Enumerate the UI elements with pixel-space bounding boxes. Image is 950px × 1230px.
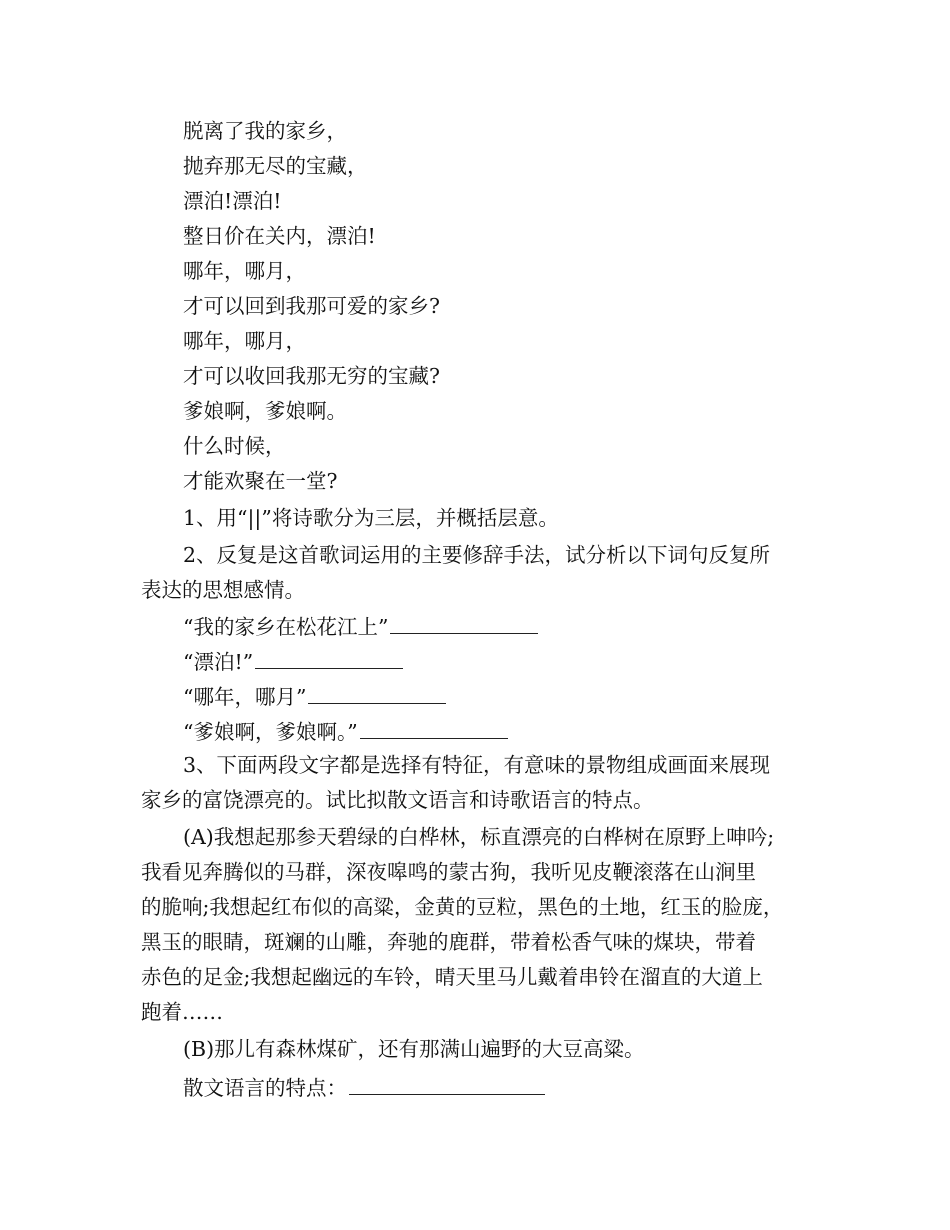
answer-blank[interactable] (308, 685, 446, 704)
prose-features-line (183, 1076, 545, 1099)
passage-a-line: 我看见奔腾似的马群，深夜嗥鸣的蒙古狗，我听见皮鞭滚落在山涧里 (141, 860, 756, 884)
passage-a-line: 黑玉的眼睛，斑斓的山雕，奔驰的鹿群，带着松香气味的煤块，带着 (141, 930, 756, 954)
passage-b: (B)那儿有森林煤矿，还有那满山遍野的大豆高粱。 (183, 1037, 645, 1061)
q2-item (183, 720, 508, 743)
poem-line: 哪年，哪月， (183, 259, 306, 283)
question-3-line-2: 家乡的富饶漂亮的。试比拟散文语言和诗歌语言的特点。 (141, 788, 654, 812)
answer-blank[interactable] (360, 720, 508, 739)
answer-blank[interactable] (349, 1076, 545, 1095)
q2-item-text: “漂泊!” (183, 650, 254, 674)
prose-features-label: 散文语言的特点： (183, 1076, 347, 1100)
poem-line: 漂泊!漂泊! (183, 189, 282, 213)
poem-line: 什么时候， (183, 434, 286, 458)
q2-item-text: “哪年，哪月” (183, 685, 307, 709)
question-3-line-1: 3、下面两段文字都是选择有特征，有意味的景物组成画面来展现 (183, 753, 771, 777)
answer-blank[interactable] (255, 650, 403, 669)
q2-item (183, 650, 403, 673)
q2-item-text: “我的家乡在松花江上” (183, 615, 389, 639)
poem-line: 才能欢聚在一堂? (183, 469, 338, 493)
poem-line: 哪年，哪月， (183, 329, 306, 353)
poem-line: 才可以收回我那无穷的宝藏? (183, 364, 440, 388)
question-1: 1、用“||”将诗歌分为三层，并概括层意。 (183, 506, 559, 530)
poem-line: 脱离了我的家乡， (183, 119, 347, 143)
poem-line: 才可以回到我那可爱的家乡? (183, 294, 440, 318)
q2-item-text: “爹娘啊，爹娘啊。” (183, 720, 358, 744)
answer-blank[interactable] (390, 615, 538, 634)
poem-line: 抛弃那无尽的宝藏， (183, 154, 368, 178)
passage-a-line: 的脆响;我想起红布似的高粱，金黄的豆粒，黑色的土地，红玉的脸庞， (141, 895, 784, 919)
passage-a-line: (A)我想起那参天碧绿的白桦林，标直漂亮的白桦树在原野上呻吟; (183, 825, 775, 849)
passage-a-line: 跑着…… (141, 1000, 223, 1024)
question-2-line-1: 2、反复是这首歌词运用的主要修辞手法，试分析以下词句反复所 (183, 543, 771, 567)
q2-item (183, 615, 538, 638)
q2-item (183, 685, 446, 708)
poem-line: 爹娘啊，爹娘啊。 (183, 399, 347, 423)
poem-line: 整日价在关内，漂泊! (183, 224, 376, 248)
passage-a-line: 赤色的足金;我想起幽远的车铃，晴天里马儿戴着串铃在溜直的大道上 (141, 965, 763, 989)
question-2-line-2: 表达的思想感情。 (141, 578, 305, 602)
